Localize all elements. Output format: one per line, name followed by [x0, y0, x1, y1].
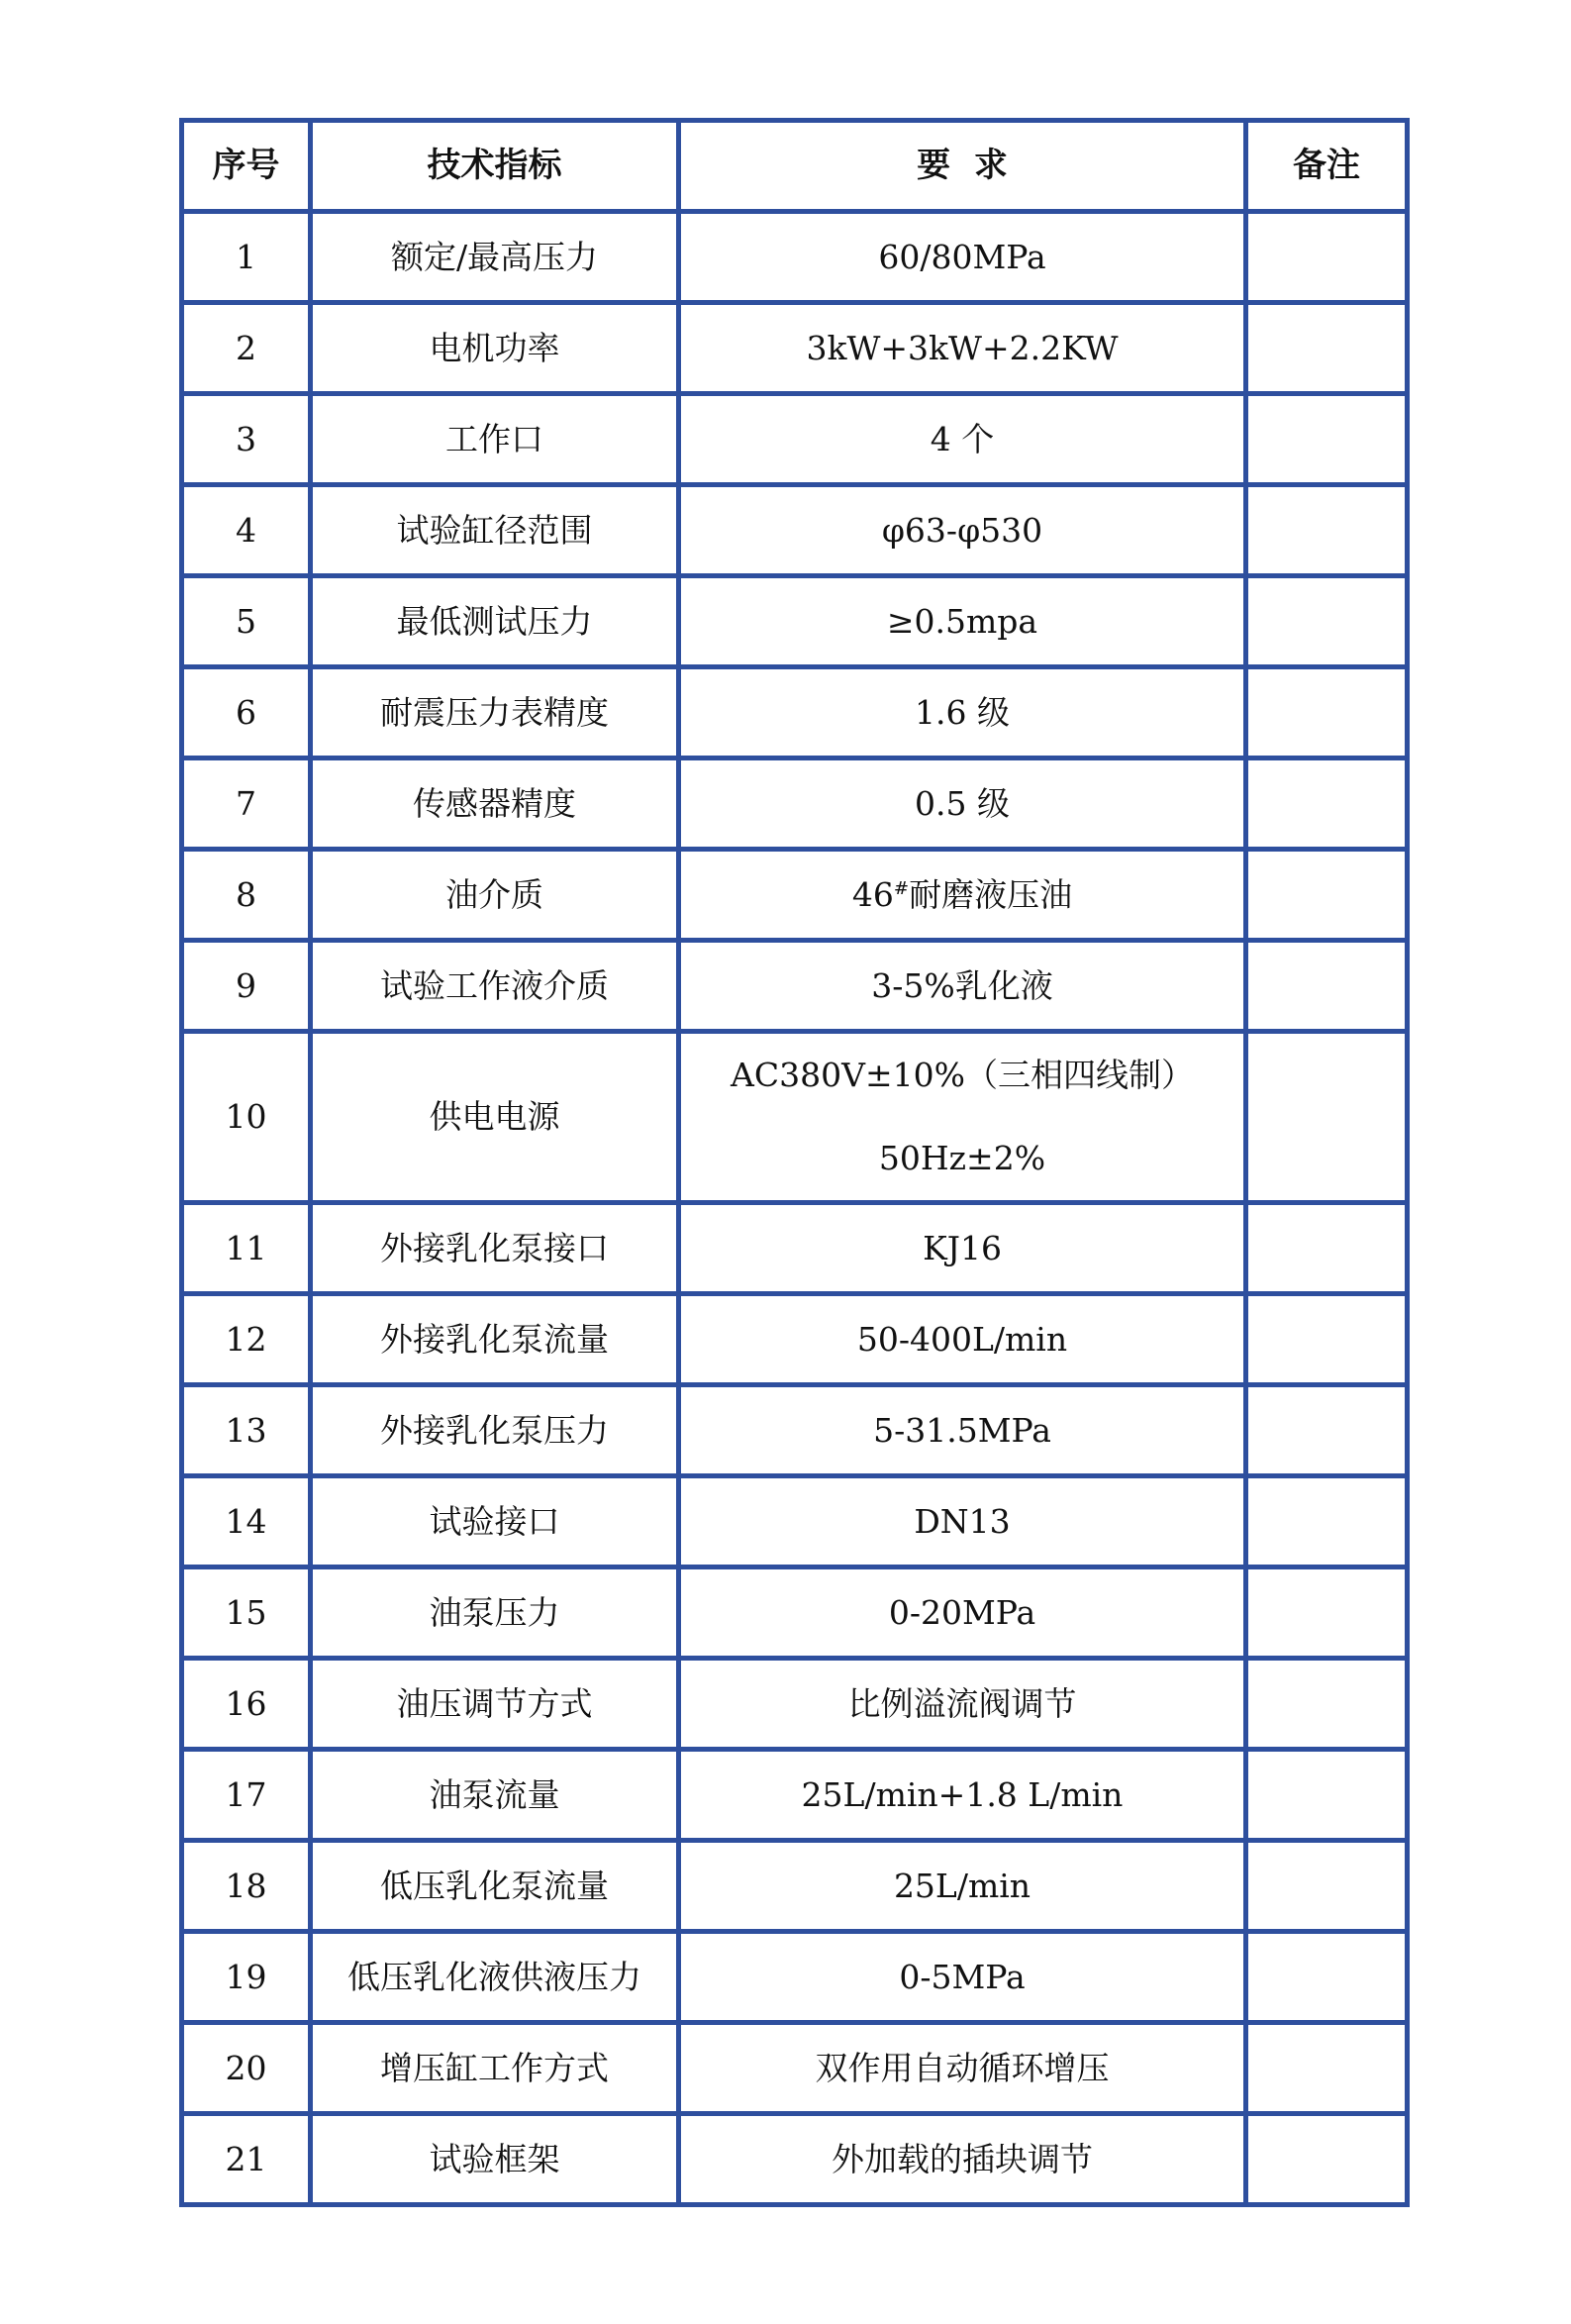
row-name: 油介质 [311, 850, 679, 941]
table-row [182, 1476, 1408, 1567]
req-line-1: AC380V±10%（三相四线制） [731, 1056, 1194, 1094]
row-note [1246, 1932, 1408, 2023]
row-requirement: 25L/min [679, 1841, 1246, 1932]
row-note [1246, 303, 1408, 394]
row-name: 额定/最高压力 [311, 212, 679, 303]
row-note [1246, 941, 1408, 1032]
row-number: 2 [182, 303, 311, 394]
row-requirement: 0.5 级 [679, 758, 1246, 850]
table-row [182, 1032, 1408, 1203]
row-number: 13 [182, 1385, 311, 1476]
row-name: 供电电源 [311, 1032, 679, 1203]
header-row [182, 121, 1408, 212]
row-requirement: 4 个 [679, 394, 1246, 485]
table-row [182, 2114, 1408, 2205]
row-note [1246, 576, 1408, 667]
row-number: 10 [182, 1032, 311, 1203]
row-number: 6 [182, 667, 311, 758]
table-row [182, 2023, 1408, 2114]
row-name: 试验工作液介质 [311, 941, 679, 1032]
row-number: 20 [182, 2023, 311, 2114]
row-name: 低压乳化液供液压力 [311, 1932, 679, 2023]
row-requirement: 50-400L/min [679, 1294, 1246, 1385]
table-row [182, 485, 1408, 576]
row-number: 18 [182, 1841, 311, 1932]
row-requirement: 3-5%乳化液 [679, 941, 1246, 1032]
table-row [182, 758, 1408, 850]
row-requirement: 双作用自动循环增压 [679, 2023, 1246, 2114]
row-name: 耐震压力表精度 [311, 667, 679, 758]
row-requirement: 0-5MPa [679, 1932, 1246, 2023]
row-requirement: ≥0.5mpa [679, 576, 1246, 667]
row-number: 15 [182, 1567, 311, 1659]
row-requirement: 60/80MPa [679, 212, 1246, 303]
row-requirement: 5-31.5MPa [679, 1385, 1246, 1476]
row-note [1246, 2023, 1408, 2114]
row-note [1246, 1476, 1408, 1567]
req-suffix: 耐磨液压油 [909, 874, 1073, 914]
row-number: 5 [182, 576, 311, 667]
row-name: 电机功率 [311, 303, 679, 394]
header-requirement: 要 求 [679, 121, 1246, 212]
table-row [182, 1750, 1408, 1841]
row-note [1246, 212, 1408, 303]
table-row [182, 576, 1408, 667]
row-name: 外接乳化泵接口 [311, 1203, 679, 1294]
row-number: 14 [182, 1476, 311, 1567]
row-note [1246, 1567, 1408, 1659]
row-number: 1 [182, 212, 311, 303]
table-row [182, 941, 1408, 1032]
row-note [1246, 758, 1408, 850]
row-number: 11 [182, 1203, 311, 1294]
row-name: 传感器精度 [311, 758, 679, 850]
row-number: 8 [182, 850, 311, 941]
row-requirement: DN13 [679, 1476, 1246, 1567]
req-line-2: 50Hz±2% [878, 1139, 1046, 1177]
table-row [182, 1567, 1408, 1659]
row-number: 17 [182, 1750, 311, 1841]
table-row [182, 303, 1408, 394]
row-requirement: 比例溢流阀调节 [679, 1659, 1246, 1750]
row-requirement [679, 850, 1246, 941]
row-note [1246, 1294, 1408, 1385]
row-note [1246, 2114, 1408, 2205]
row-note [1246, 1385, 1408, 1476]
row-requirement [679, 1032, 1246, 1203]
row-requirement: 0-20MPa [679, 1567, 1246, 1659]
row-note [1246, 850, 1408, 941]
row-note [1246, 1659, 1408, 1750]
row-note [1246, 485, 1408, 576]
row-name: 最低测试压力 [311, 576, 679, 667]
row-number: 3 [182, 394, 311, 485]
row-name: 增压缸工作方式 [311, 2023, 679, 2114]
row-name: 外接乳化泵流量 [311, 1294, 679, 1385]
req-superscript: # [893, 877, 910, 899]
row-requirement: 3kW+3kW+2.2KW [679, 303, 1246, 394]
row-note [1246, 1750, 1408, 1841]
row-number: 21 [182, 2114, 311, 2205]
req-prefix: 46 [851, 874, 894, 914]
spec-table [179, 118, 1410, 2207]
row-requirement: 25L/min+1.8 L/min [679, 1750, 1246, 1841]
row-note [1246, 394, 1408, 485]
row-number: 16 [182, 1659, 311, 1750]
row-number: 12 [182, 1294, 311, 1385]
row-note [1246, 667, 1408, 758]
table-row [182, 1203, 1408, 1294]
row-number: 4 [182, 485, 311, 576]
row-requirement: φ63-φ530 [679, 485, 1246, 576]
row-requirement: 1.6 级 [679, 667, 1246, 758]
table-row [182, 1659, 1408, 1750]
row-number: 7 [182, 758, 311, 850]
table-row [182, 667, 1408, 758]
row-number: 19 [182, 1932, 311, 2023]
row-name: 油压调节方式 [311, 1659, 679, 1750]
table-row [182, 1294, 1408, 1385]
row-name: 工作口 [311, 394, 679, 485]
row-name: 试验缸径范围 [311, 485, 679, 576]
header-name: 技术指标 [311, 121, 679, 212]
table-row [182, 850, 1408, 941]
table-row [182, 1385, 1408, 1476]
row-number: 9 [182, 941, 311, 1032]
header-no: 序号 [182, 121, 311, 212]
row-name: 油泵压力 [311, 1567, 679, 1659]
row-note [1246, 1841, 1408, 1932]
row-name: 外接乳化泵压力 [311, 1385, 679, 1476]
row-name: 低压乳化泵流量 [311, 1841, 679, 1932]
row-note [1246, 1203, 1408, 1294]
table-row [182, 1932, 1408, 2023]
row-name: 油泵流量 [311, 1750, 679, 1841]
table-row [182, 394, 1408, 485]
table-row [182, 212, 1408, 303]
row-requirement: 外加载的插块调节 [679, 2114, 1246, 2205]
header-note: 备注 [1246, 121, 1408, 212]
row-name: 试验接口 [311, 1476, 679, 1567]
row-note [1246, 1032, 1408, 1203]
row-name: 试验框架 [311, 2114, 679, 2205]
row-requirement: KJ16 [679, 1203, 1246, 1294]
table-row [182, 1841, 1408, 1932]
